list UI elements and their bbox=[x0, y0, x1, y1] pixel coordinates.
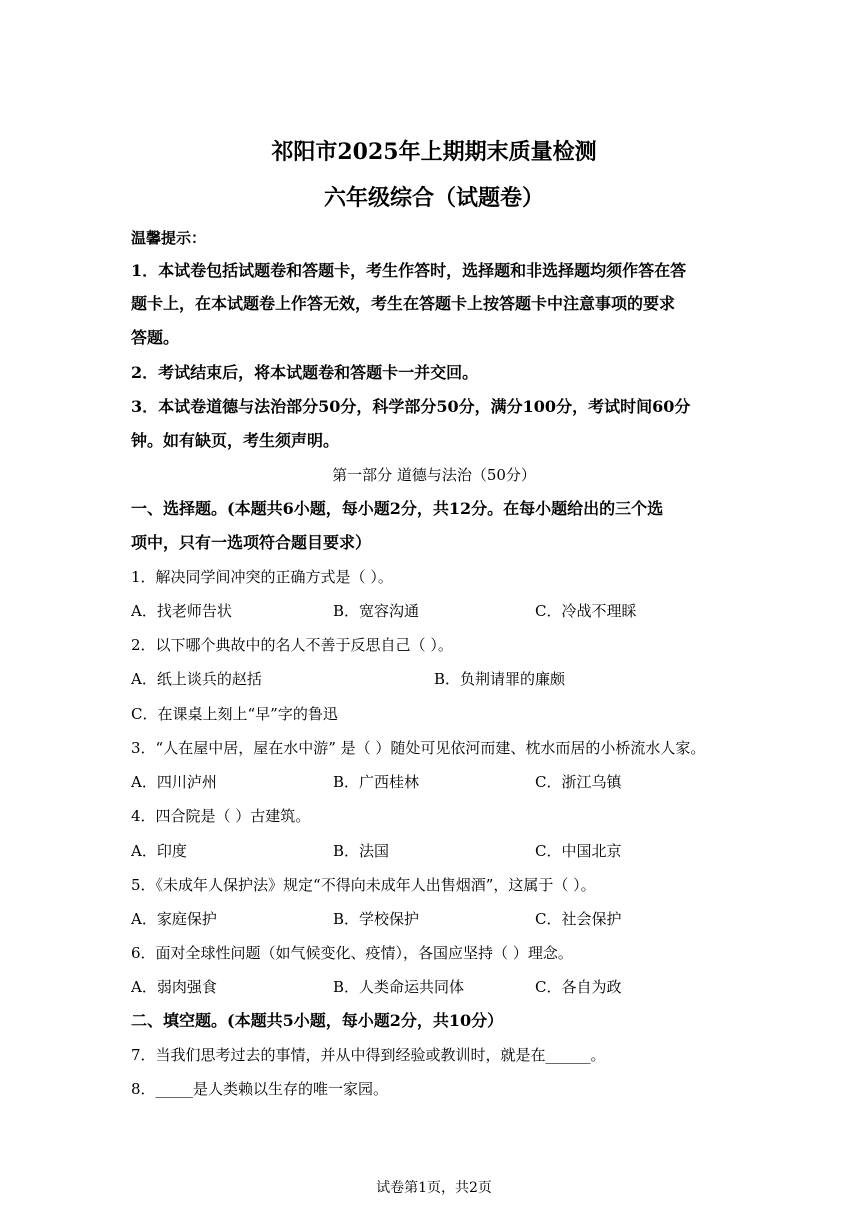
question-1-option-c: C．冷战不理睬 bbox=[535, 602, 637, 620]
question-5-option-b: B．学校保护 bbox=[333, 910, 420, 928]
question-3-option-b: B．广西桂林 bbox=[333, 773, 420, 791]
question-2-option-b: B．负荆请罪的廉颇 bbox=[434, 670, 566, 688]
question-4-option-b: B．法国 bbox=[333, 842, 390, 860]
notice-item-1-line-1: 1．本试卷包括试题卷和答题卡，考生作答时，选择题和非选择题均须作答在答 bbox=[131, 261, 687, 280]
section1-heading-line-2: 项中，只有一选项符合题目要求） bbox=[131, 533, 372, 552]
question-7: 7．当我们思考过去的事情，并从中得到经验或教训时，就是在______。 bbox=[131, 1046, 606, 1064]
question-6-stem: 6．面对全球性问题（如气候变化、疫情），各国应坚持（ ）理念。 bbox=[131, 944, 573, 962]
section1-heading-line-1: 一、选择题。(本题共6小题，每小题2分，共12分。在每小题给出的三个选 bbox=[131, 499, 664, 518]
question-5-option-c: C．社会保护 bbox=[535, 910, 622, 928]
question-6-option-a: A．弱肉强食 bbox=[131, 978, 217, 996]
part1-heading: 第一部分 道德与法治（50分） bbox=[332, 466, 536, 484]
page-footer: 试卷第1页，共2页 bbox=[376, 1180, 492, 1196]
question-2-option-a: A．纸上谈兵的赵括 bbox=[131, 670, 262, 688]
question-1-stem: 1．解决同学间冲突的正确方式是（ ）。 bbox=[131, 568, 393, 586]
question-4-stem: 4．四合院是（ ）古建筑。 bbox=[131, 807, 311, 825]
notice-item-3-line-1: 3．本试卷道德与法治部分50分，科学部分50分，满分100分，考试时间60分 bbox=[131, 397, 691, 416]
question-4-option-a: A．印度 bbox=[131, 842, 187, 860]
notice-item-2: 2．考试结束后，将本试题卷和答题卡一并交回。 bbox=[131, 363, 479, 382]
question-2-option-c: C．在课桌上刻上“早”字的鲁迅 bbox=[131, 705, 338, 723]
question-3-option-a: A．四川泸州 bbox=[131, 773, 217, 791]
question-6-option-b: B．人类命运共同体 bbox=[333, 978, 465, 996]
question-5-option-a: A．家庭保护 bbox=[131, 910, 217, 928]
notice-item-1-line-2: 题卡上，在本试题卷上作答无效，考生在答题卡上按答题卡中注意事项的要求 bbox=[131, 294, 676, 313]
section2-heading: 二、填空题。(本题共5小题，每小题2分，共10分） bbox=[131, 1011, 504, 1030]
question-3-option-c: C．浙江乌镇 bbox=[535, 773, 622, 791]
question-1-option-b: B．宽容沟通 bbox=[333, 602, 420, 620]
exam-subtitle: 六年级综合（试题卷） bbox=[323, 185, 544, 211]
question-5-stem: 5．《未成年人保护法》规定“不得向未成年人出售烟酒”，这属于（ ）。 bbox=[131, 876, 596, 894]
question-2-stem: 2．以下哪个典故中的名人不善于反思自己（ ）。 bbox=[131, 636, 453, 654]
notice-heading: 温馨提示： bbox=[131, 229, 207, 247]
notice-item-3-line-2: 钟。如有缺页，考生须声明。 bbox=[131, 431, 340, 450]
exam-title: 祁阳市2025年上期期末质量检测 bbox=[271, 139, 597, 165]
question-1-option-a: A．找老师告状 bbox=[131, 602, 232, 620]
question-6-option-c: C．各自为政 bbox=[535, 978, 622, 996]
question-4-option-c: C．中国北京 bbox=[535, 842, 622, 860]
notice-item-1-line-3: 答题。 bbox=[131, 328, 180, 347]
question-3-stem: 3．“人在屋中居，屋在水中游” 是（ ）随处可见依河而建、枕水而居的小桥流水人家。 bbox=[131, 739, 706, 757]
question-8: 8．_____是人类赖以生存的唯一家园。 bbox=[131, 1080, 389, 1098]
